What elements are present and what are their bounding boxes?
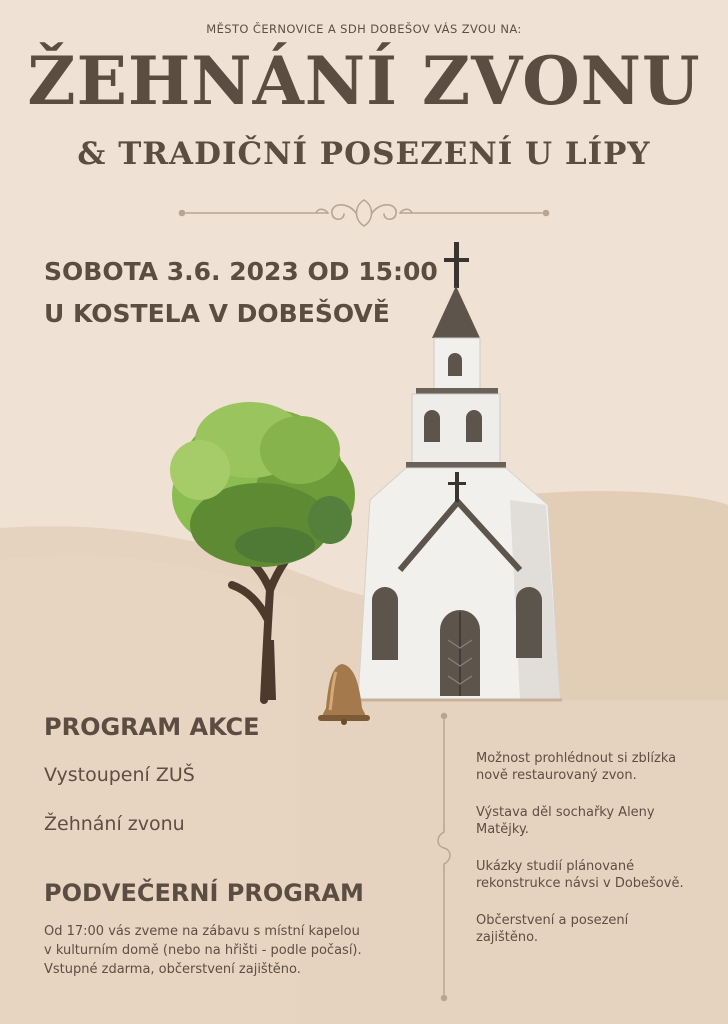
evening-program-text	[44, 922, 424, 979]
note-line: Možnost prohlédnout si zblízka	[476, 751, 677, 766]
evening-text-line: Od 17:00 vás zveme na zábavu s místní kapelou	[44, 924, 360, 939]
note-item	[476, 858, 716, 892]
note-line: Ukázky studií plánované	[476, 859, 635, 874]
program-item: Vystoupení ZUŠ	[44, 764, 195, 786]
evening-text-line: v kulturním domě (nebo na hřišti - podle počasí).	[44, 943, 362, 958]
program-heading: PROGRAM AKCE	[44, 713, 260, 741]
ornament-divider	[178, 196, 550, 230]
note-item	[476, 912, 716, 946]
note-line: Občerstvení a posezení	[476, 913, 629, 928]
evening-text-line: Vstupné zdarma, občerstvení zajištěno.	[44, 962, 301, 977]
evening-program-heading: PODVEČERNÍ PROGRAM	[44, 879, 364, 907]
note-line: Výstava děl sochařky Aleny	[476, 805, 655, 820]
note-item	[476, 804, 716, 838]
notes-list	[476, 750, 716, 966]
tree-illustration	[170, 402, 355, 700]
event-title: ŽEHNÁNÍ ZVONU	[27, 42, 701, 120]
program-item: Žehnání zvonu	[44, 813, 185, 835]
illustration	[0, 230, 728, 730]
note-item	[476, 750, 716, 784]
note-line: Matějky.	[476, 822, 529, 837]
event-place: U KOSTELA V DOBEŠOVĚ	[44, 299, 390, 328]
vertical-ornament-divider	[432, 712, 456, 1002]
note-line: rekonstrukce návsi v Dobešově.	[476, 876, 684, 891]
church-illustration	[356, 242, 562, 700]
organizers-line: MĚSTO ČERNOVICE A SDH DOBEŠOV VÁS ZVOU NA:	[206, 22, 522, 36]
event-date-time: SOBOTA 3.6. 2023 OD 15:00	[44, 257, 438, 286]
event-subtitle: & TRADIČNÍ POSEZENÍ U LÍPY	[77, 136, 651, 172]
note-line: zajištěno.	[476, 930, 538, 945]
note-line: nově restaurovaný zvon.	[476, 768, 637, 783]
